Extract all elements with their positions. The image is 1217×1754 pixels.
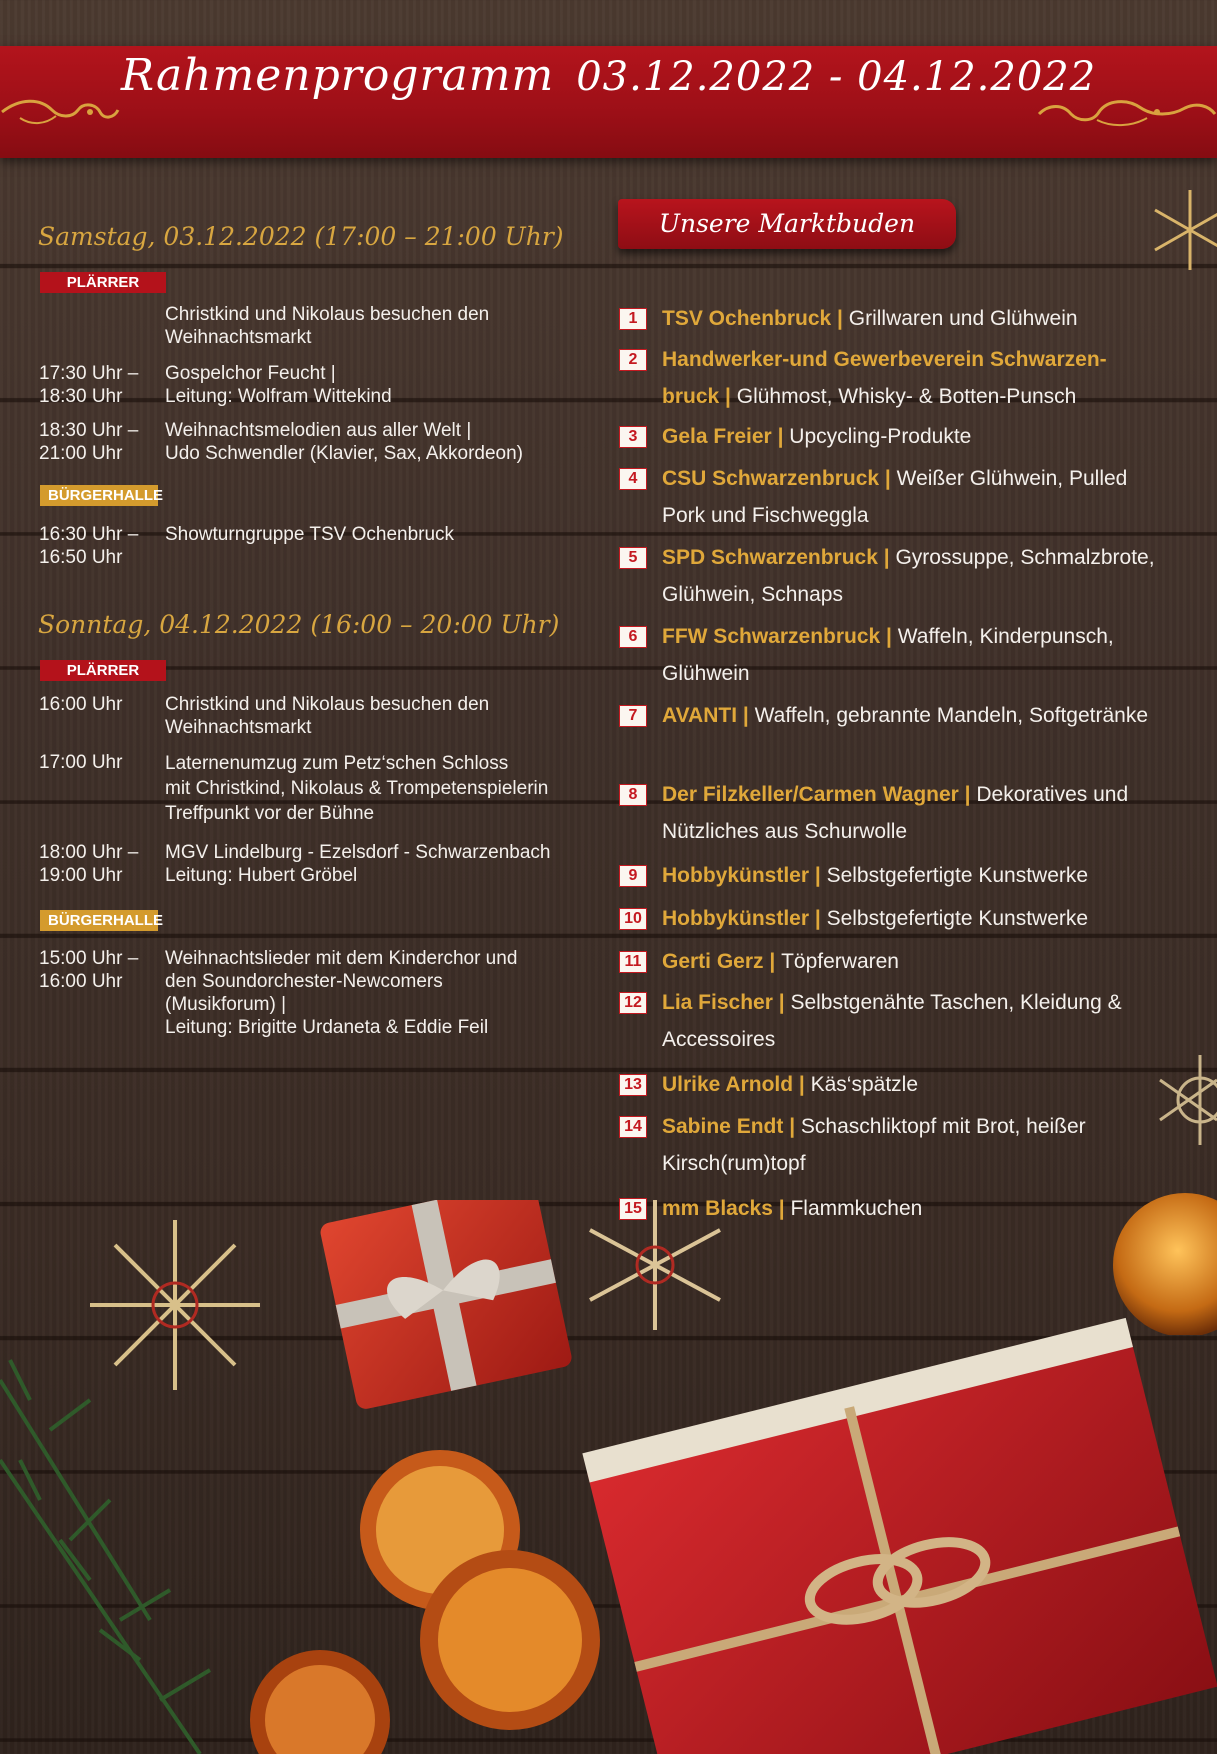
stall-name: Hobbykünstler: [662, 907, 810, 930]
event-description: MGV Lindelburg - Ezelsdorf - Schwarzenbach Leitung: Hubert Gröbel: [165, 842, 551, 886]
event-description: Showturngruppe TSV Ochenbruck: [165, 524, 455, 545]
stall-number-badge: 9: [619, 865, 647, 887]
stall-entry: [662, 900, 1162, 937]
stall-number-badge: 15: [619, 1198, 647, 1220]
stall-separator: |: [737, 704, 755, 727]
stall-separator: |: [879, 467, 897, 490]
stall-offer: Selbstgefertigte Kunstwerke: [826, 864, 1089, 887]
stall-name: Sabine Endt: [662, 1115, 784, 1138]
stall-name: Der Filzkeller/Carmen Wagner: [662, 783, 959, 806]
stall-separator: |: [877, 546, 896, 569]
event-description: Weihnachtslieder mit dem Kinderchor und den Soundorchester-Newcomers (Musikforum) | Leitung: Brigitte Urdaneta & Eddie Feil: [165, 948, 518, 1038]
stall-offer: Weißer Glühwein, Pulled Pork und Fischweggla: [662, 467, 1128, 527]
event-time: 18:30 Uhr – 21:00 Uhr: [39, 420, 139, 464]
stall-separator: |: [793, 1073, 811, 1096]
stall-number-badge: 2: [619, 349, 647, 371]
event-time: 15:00 Uhr – 16:00 Uhr: [39, 948, 139, 992]
stall-entry: [662, 418, 1162, 455]
stall-name: Hobbykünstler: [662, 864, 810, 887]
page-title: [0, 50, 1217, 101]
stall-number-badge: 14: [619, 1116, 647, 1138]
stall-number-badge: 7: [619, 705, 647, 727]
stalls-heading: Unsere Marktbuden: [618, 199, 956, 249]
stall-offer: Dekoratives und Nützliches aus Schurwolle: [662, 783, 1129, 843]
sunday-heading: Sonntag, 04.12.2022 (16:00 – 20:00 Uhr): [38, 610, 560, 639]
stall-separator: |: [719, 385, 737, 408]
stall-number-badge: 3: [619, 426, 647, 448]
stall-offer: Glühmost, Whisky- & Botten-Punsch: [736, 385, 1077, 408]
stall-name: SPD Schwarzenbruck: [662, 546, 878, 569]
stall-entry: [662, 984, 1162, 1058]
stall-offer: Töpferwaren: [781, 950, 899, 973]
stall-entry: [662, 618, 1162, 692]
stall-number-badge: 4: [619, 468, 647, 490]
venue-badge-buergerhalle: BÜRGERHALLE: [40, 485, 158, 506]
stall-offer: Schaschliktopf mit Brot, heißer Kirsch(rum)topf: [662, 1115, 1086, 1175]
venue-badge-plaerrer: PLÄRRER: [40, 660, 166, 681]
stall-number-badge: 12: [619, 992, 647, 1014]
venue-badge-buergerhalle: BÜRGERHALLE: [40, 910, 158, 931]
event-time: 16:00 Uhr: [39, 694, 123, 715]
stall-name: Gerti Gerz: [662, 950, 764, 973]
stall-offer: Gyrossuppe, Schmalzbrote, Glühwein, Schnaps: [662, 546, 1155, 606]
stall-offer: Grillwaren und Glühwein: [848, 307, 1078, 330]
stall-separator: |: [778, 1197, 791, 1220]
snowflake-icon: [1150, 1050, 1217, 1150]
event-description: Gospelchor Feucht | Leitung: Wolfram Wittekind: [165, 363, 392, 407]
event-description: Christkind und Nikolaus besuchen den Weihnachtsmarkt: [165, 304, 490, 348]
stall-name: FFW Schwarzenbruck: [662, 625, 881, 648]
stall-offer: Selbstgefertigte Kunstwerke: [826, 907, 1089, 930]
saturday-heading: Samstag, 03.12.2022 (17:00 – 21:00 Uhr): [38, 222, 564, 251]
stall-offer: Käs‘spätzle: [810, 1073, 919, 1096]
stall-entry: [662, 460, 1162, 534]
stall-offer: Waffeln, Kinderpunsch, Glühwein: [662, 625, 1114, 685]
stall-offer: Waffeln, gebrannte Mandeln, Softgetränke: [754, 704, 1149, 727]
stall-name: CSU Schwarzenbruck: [662, 467, 880, 490]
stall-name: TSV Ochenbruck: [662, 307, 832, 330]
stall-entry: [662, 1066, 1162, 1103]
stall-number-badge: 5: [619, 547, 647, 569]
snowflake-icon: [1150, 185, 1217, 275]
title-text: Rahmenprogramm: [120, 50, 555, 101]
stall-number-badge: 13: [619, 1074, 647, 1096]
stall-name: Ulrike Arnold: [662, 1073, 794, 1096]
stall-entry: [662, 1108, 1162, 1182]
event-time: 17:30 Uhr – 18:30 Uhr: [39, 363, 139, 407]
event-description: Christkind und Nikolaus besuchen den Weihnachtsmarkt: [165, 694, 490, 738]
stall-entry: [662, 857, 1162, 894]
stall-number-badge: 6: [619, 626, 647, 648]
stall-number-badge: 11: [619, 951, 647, 973]
event-time: 18:00 Uhr – 19:00 Uhr: [39, 842, 139, 886]
stall-entry: [662, 776, 1162, 850]
event-description: Weihnachtsmelodien aus aller Welt | Udo Schwendler (Klavier, Sax, Akkordeon): [165, 420, 524, 464]
stall-entry: [662, 697, 1162, 734]
stall-separator: |: [763, 950, 782, 973]
stall-name: Handwerker-und Gewerbeverein Schwarzen-bruck: [662, 348, 1107, 408]
stall-separator: |: [809, 907, 827, 930]
stall-entry: [662, 300, 1162, 337]
stall-number-badge: 10: [619, 908, 647, 930]
stall-name: Gela Freier: [662, 425, 778, 448]
stall-name: Lia Fischer: [662, 991, 773, 1014]
stall-separator: |: [783, 1115, 801, 1138]
stall-name: AVANTI: [662, 704, 738, 727]
title-dates: 03.12.2022 - 04.12.2022: [576, 54, 1097, 100]
stall-separator: |: [958, 783, 977, 806]
stall-separator: |: [777, 425, 790, 448]
event-time: 16:30 Uhr – 16:50 Uhr: [39, 524, 139, 568]
stall-separator: |: [880, 625, 898, 648]
venue-badge-plaerrer: PLÄRRER: [40, 272, 166, 293]
stall-entry: [662, 341, 1162, 415]
stall-separator: |: [831, 307, 849, 330]
stall-number-badge: 8: [619, 784, 647, 806]
stall-offer: Selbstgenähte Taschen, Kleidung & Accessoires: [662, 991, 1122, 1051]
stall-entry: [662, 539, 1162, 613]
stall-name: mm Blacks: [662, 1197, 779, 1220]
stall-offer: Upcycling-Produkte: [789, 425, 972, 448]
stall-entry: [662, 943, 1162, 980]
christmas-decoration-illustration: [0, 1200, 1217, 1754]
event-description: Laternenumzug zum Petz‘schen Schloss mit Christkind, Nikolaus & Trompetenspielerin Treffpunkt vor der Bühne: [165, 753, 549, 824]
event-time: 17:00 Uhr: [39, 752, 123, 773]
stall-separator: |: [809, 864, 827, 887]
stall-separator: |: [772, 991, 791, 1014]
stall-number-badge: 1: [619, 308, 647, 330]
stall-offer: Flammkuchen: [790, 1197, 923, 1220]
